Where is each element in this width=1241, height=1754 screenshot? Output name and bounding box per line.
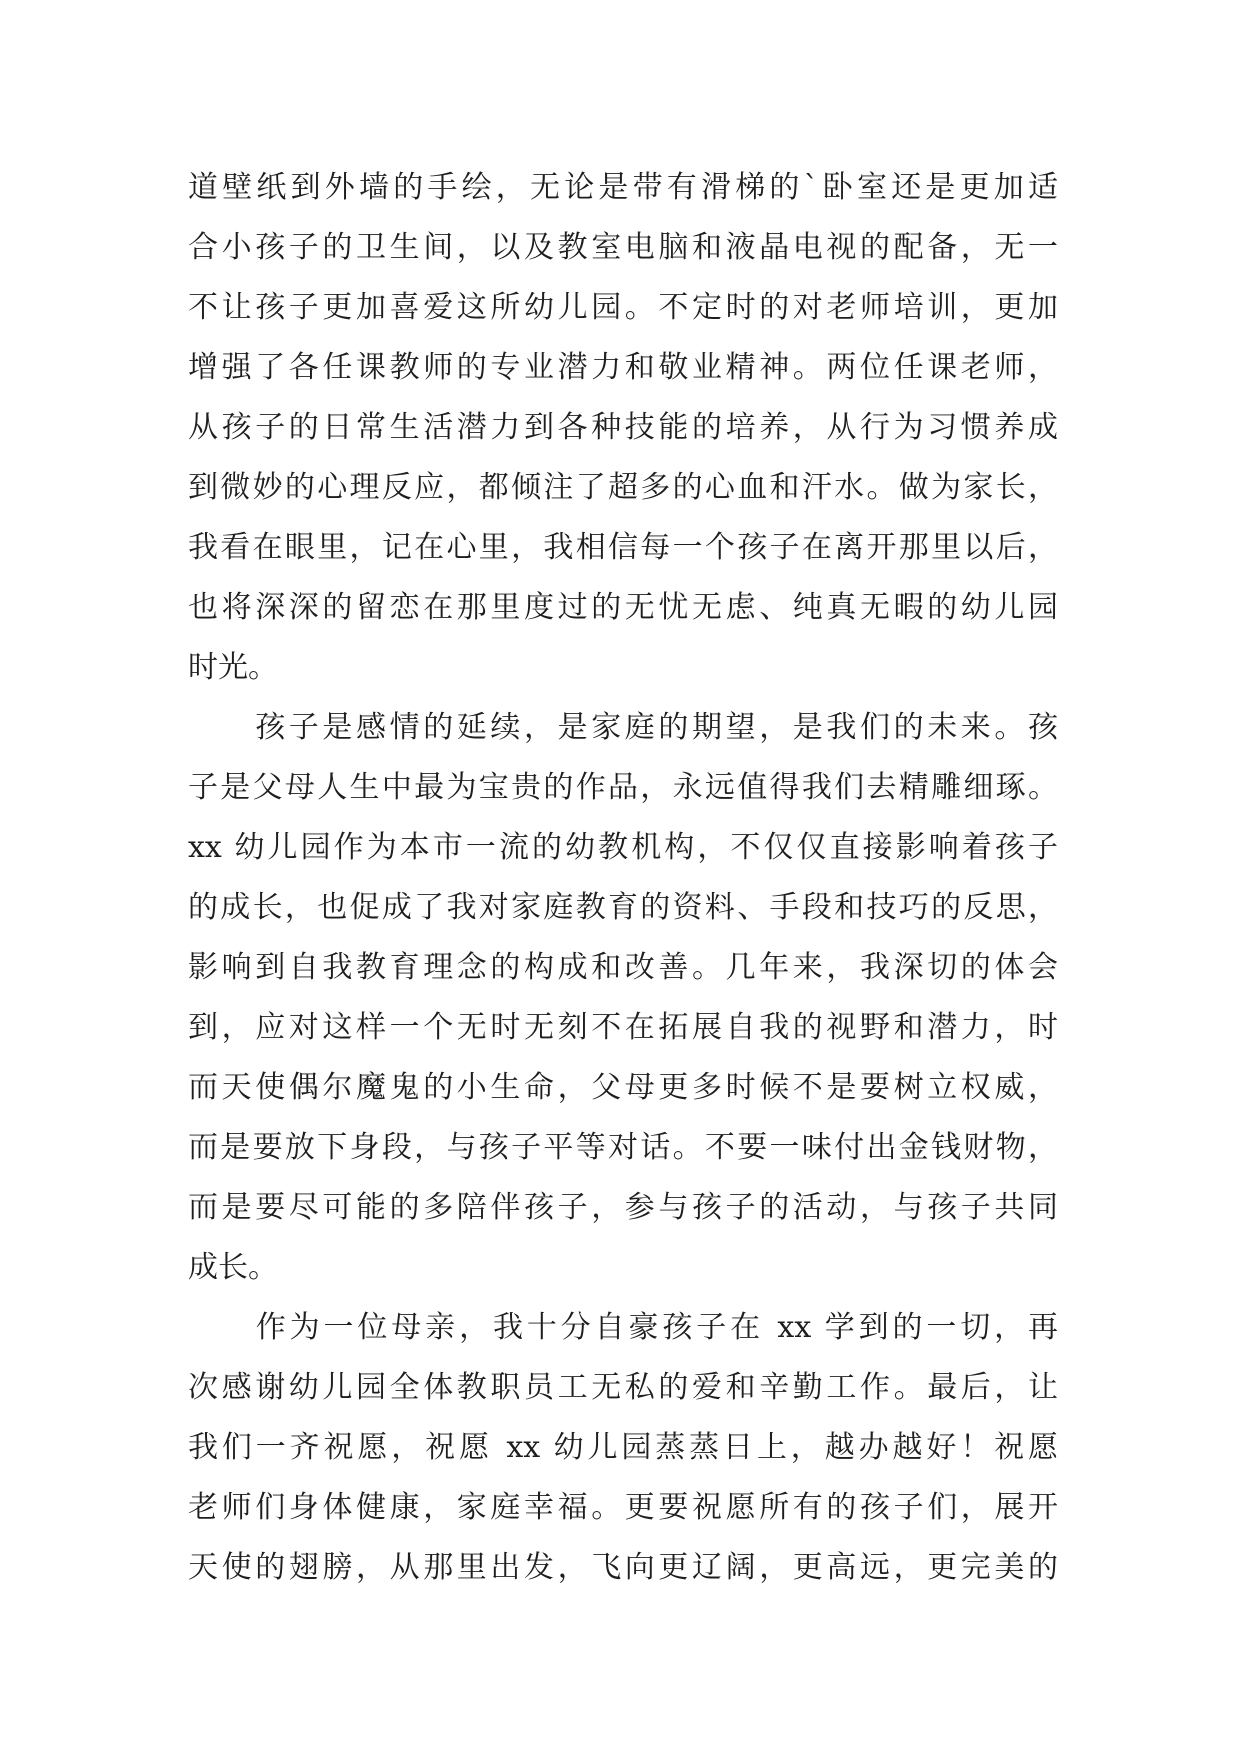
text-line: 合小孩子的卫生间，以及教室电脑和液晶电视的配备，无一: [188, 230, 1058, 265]
text-line: 从孩子的日常生活潜力到各种技能的培养，从行为习惯养成: [188, 410, 1058, 445]
text-line: 时光。: [188, 650, 278, 685]
text-line: 子是父母人生中最为宝贵的作品，永远值得我们去精雕细琢。: [188, 770, 1058, 805]
text-line: 而是要放下身段，与孩子平等对话。不要一味付出金钱财物，: [188, 1130, 1058, 1165]
text-line: 到微妙的心理反应，都倾注了超多的心血和汗水。做为家长，: [188, 470, 1058, 505]
text-line: 天使的翅膀，从那里出发，飞向更辽阔，更高远，更完美的: [188, 1550, 1058, 1585]
text-line: 我们一齐祝愿，祝愿 xx 幼儿园蒸蒸日上，越办越好！祝愿: [188, 1430, 1058, 1465]
paragraph-3: [188, 1298, 1058, 1598]
text-line: 不让孩子更加喜爱这所幼儿园。不定时的对老师培训，更加: [188, 290, 1058, 325]
text-line: 而天使偶尔魔鬼的小生命，父母更多时候不是要树立权威，: [188, 1070, 1058, 1105]
paragraph-1: [188, 158, 1058, 698]
text-line: 而是要尽可能的多陪伴孩子，参与孩子的活动，与孩子共同: [188, 1190, 1058, 1225]
text-line: 作为一位母亲，我十分自豪孩子在 xx 学到的一切，再: [188, 1310, 1058, 1345]
text-line: 影响到自我教育理念的构成和改善。几年来，我深切的体会: [188, 950, 1058, 985]
text-line: 增强了各任课教师的专业潜力和敬业精神。两位任课老师，: [188, 350, 1058, 385]
text-line: xx 幼儿园作为本市一流的幼教机构，不仅仅直接影响着孩子: [188, 830, 1058, 865]
text-line: 成长。: [188, 1250, 278, 1285]
text-line: 道壁纸到外墙的手绘，无论是带有滑梯的`卧室还是更加适: [188, 170, 1058, 205]
text-line: 的成长，也促成了我对家庭教育的资料、手段和技巧的反思，: [188, 890, 1058, 925]
document-body: [188, 158, 1058, 1598]
paragraph-2: [188, 698, 1058, 1298]
text-line: 我看在眼里，记在心里，我相信每一个孩子在离开那里以后，: [188, 530, 1058, 565]
text-line: 孩子是感情的延续，是家庭的期望，是我们的未来。孩: [188, 710, 1058, 745]
text-line: 老师们身体健康，家庭幸福。更要祝愿所有的孩子们，展开: [188, 1490, 1058, 1525]
text-line: 次感谢幼儿园全体教职员工无私的爱和辛勤工作。最后，让: [188, 1370, 1058, 1405]
text-line: 也将深深的留恋在那里度过的无忧无虑、纯真无暇的幼儿园: [188, 590, 1058, 625]
text-line: 到，应对这样一个无时无刻不在拓展自我的视野和潜力，时: [188, 1010, 1058, 1045]
